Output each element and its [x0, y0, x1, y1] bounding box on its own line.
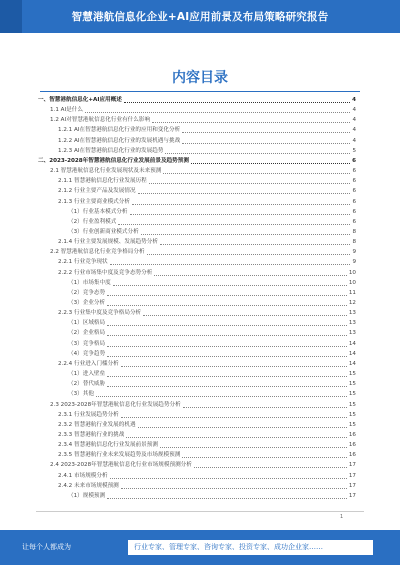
toc-leader-dots	[165, 153, 350, 154]
toc-entry[interactable]	[38, 380, 356, 389]
toc-entry-title: 2.3.5 智慧港航行业未来发展趋势及市场规模预测	[58, 452, 181, 459]
toc-heading: 内容目录	[172, 70, 228, 86]
toc-leader-dots	[182, 132, 350, 133]
toc-entry-page: 11	[348, 289, 356, 296]
toc-entry-page: 17	[348, 462, 356, 469]
toc-entry-page: 9	[352, 249, 356, 256]
toc-entry-page: 15	[348, 401, 356, 408]
toc-leader-dots	[107, 335, 347, 336]
toc-entry-page: 4	[352, 107, 356, 114]
toc-entry-page: 17	[348, 472, 356, 479]
footer-divider	[36, 511, 364, 512]
toc-leader-dots	[138, 193, 351, 194]
toc-entry-title: （1）行业基本模式分析	[68, 208, 128, 215]
toc-leader-dots	[194, 467, 347, 468]
toc-entry[interactable]	[38, 96, 356, 105]
page-marker: 1	[340, 514, 344, 520]
toc-entry[interactable]	[38, 198, 356, 207]
toc-entry-title: 2.1.1 智慧港航信息化行业发展历程	[58, 178, 147, 185]
toc-entry[interactable]	[38, 360, 356, 369]
toc-entry-page: 4	[352, 137, 356, 144]
toc-entry-page: 6	[352, 208, 356, 215]
toc-entry-title: （2）替代威胁	[68, 381, 106, 388]
toc-entry-title: （3）其他	[68, 391, 94, 398]
toc-entry[interactable]	[38, 350, 356, 359]
footer-slogan-right: 行业专家、管理专家、咨询专家、投资专家、成功企业家……	[128, 540, 373, 555]
toc-entry[interactable]	[38, 401, 356, 410]
toc-entry-page: 6	[352, 178, 356, 185]
toc-entry[interactable]	[38, 492, 356, 501]
toc-entry-title: （2）竞争态势	[68, 289, 106, 296]
toc-entry[interactable]	[38, 187, 356, 196]
toc-entry[interactable]	[38, 248, 356, 257]
toc-entry-page: 13	[348, 320, 356, 327]
toc-entry-title: 2.2 智慧港航信息化行业竞争格局分析	[50, 249, 145, 256]
toc-leader-dots	[107, 498, 347, 499]
toc-entry-page: 8	[352, 239, 356, 246]
toc-entry[interactable]	[38, 116, 356, 125]
toc-entry-page: 6	[352, 198, 356, 205]
footer-bar	[0, 530, 400, 565]
toc-entry-title: 一、智慧港航信息化+AI应用概述	[38, 97, 122, 103]
toc-leader-dots	[107, 356, 347, 357]
toc-entry-page: 16	[348, 452, 356, 459]
toc-entry[interactable]	[38, 340, 356, 349]
toc-entry[interactable]	[38, 411, 356, 420]
toc-leader-dots	[147, 254, 351, 255]
toc-entry-title: （3）行业创新商业模式分析	[68, 228, 139, 235]
toc-entry[interactable]	[38, 126, 356, 135]
toc-entry[interactable]	[38, 451, 356, 460]
toc-entry-title: 1.1 AI是什么	[50, 107, 83, 114]
toc-entry-page: 13	[348, 330, 356, 337]
toc-entry-title: （2）企业格局	[68, 330, 106, 337]
toc-entry[interactable]	[38, 218, 356, 227]
toc-leader-dots	[160, 447, 347, 448]
toc-leader-dots	[110, 478, 347, 479]
footer-slogan-left: 让每个人都成为	[22, 543, 71, 551]
toc-leader-dots	[138, 427, 347, 428]
toc-entry-title: （1）进入壁垒	[68, 371, 106, 378]
toc-entry-title: 2.1.3 行业主要商业模式分析	[58, 198, 130, 205]
toc-entry-page: 5	[352, 147, 356, 154]
toc-entry[interactable]	[38, 228, 356, 237]
toc-leader-dots	[107, 346, 347, 347]
toc-entry-title: 1.2 AI对智慧港航信息化行业有什么影响	[50, 117, 151, 124]
toc-entry[interactable]	[38, 431, 356, 440]
toc-entry-title: 1.2.3 AI在智慧港航信息化行业的发展趋势	[58, 147, 164, 154]
toc-entry-page: 14	[348, 350, 356, 357]
toc-entry-title: （3）企业分析	[68, 300, 106, 306]
toc-entry-title: 2.1 智慧港航信息化行业发展现状及未来预测	[50, 168, 162, 175]
toc-leader-dots	[107, 295, 347, 296]
toc-entry-title: 2.1.2 行业主要产品及发展情况	[58, 188, 136, 195]
toc-entry-title: （1）市场集中度	[68, 279, 111, 286]
toc-leader-dots	[126, 437, 347, 438]
toc-leader-dots	[183, 407, 347, 408]
toc-entry[interactable]	[38, 269, 356, 278]
toc-entry-page: 17	[348, 482, 356, 489]
toc-entry-title: （1）区域格局	[68, 320, 106, 327]
toc-entry-title: （4）竞争趋势	[68, 350, 106, 357]
toc-entry[interactable]	[38, 157, 356, 166]
toc-entry-title: 2.2.3 行业集中度及竞争格局分析	[58, 310, 142, 317]
toc-entry[interactable]	[38, 441, 356, 450]
toc-leader-dots	[132, 204, 350, 205]
toc-entry-title: 2.1.4 行业主要发展规模、发展趋势分析	[58, 239, 158, 246]
toc-entry-title: （3）竞争格局	[68, 340, 106, 347]
report-header-bar	[0, 0, 400, 33]
toc-entry-title: 1.2.2 AI在智慧港航信息化行业的发展机遇与挑战	[58, 137, 181, 144]
toc-entry[interactable]	[38, 472, 356, 481]
toc-entry-title: 2.3.2 智慧港航行业发展的机遇	[58, 421, 136, 428]
toc-entry-page: 8	[352, 228, 356, 235]
toc-entry[interactable]	[38, 319, 356, 328]
toc-entry-page: 15	[348, 391, 356, 398]
toc-entry-page: 6	[352, 218, 356, 225]
toc-entry-page: 14	[348, 340, 356, 347]
toc-entry-page: 4	[352, 117, 356, 124]
toc-entry-page: 12	[348, 300, 356, 306]
toc-entry-page: 16	[348, 431, 356, 438]
toc-leader-dots	[121, 488, 347, 489]
toc-leader-dots	[152, 122, 350, 123]
toc-leader-dots	[143, 315, 347, 316]
toc-entry[interactable]	[38, 309, 356, 318]
toc-entry-title: 2.3.3 智慧港航行业的挑战	[58, 431, 125, 438]
toc-entry-page: 15	[348, 381, 356, 388]
toc-entry-title: 2.4.2 未来市场规模预测	[58, 482, 119, 489]
toc-leader-dots	[118, 224, 350, 225]
toc-entry-title: （1）规模预测	[68, 492, 106, 499]
toc-leader-dots	[110, 264, 351, 265]
toc-entry[interactable]	[38, 137, 356, 146]
toc-leader-dots	[107, 376, 347, 377]
toc-entry-title: 2.3.1 行业发展趋势分析	[58, 411, 119, 418]
toc-entry[interactable]	[38, 421, 356, 430]
toc-entry[interactable]	[38, 289, 356, 298]
toc-leader-dots	[154, 275, 347, 276]
toc-entry-title: 2.2.4 行业进入门槛分析	[58, 360, 119, 367]
toc-entry[interactable]	[38, 370, 356, 379]
toc-entry-page: 17	[348, 492, 356, 499]
toc-entry-page: 15	[348, 411, 356, 418]
toc-leader-dots	[96, 396, 347, 397]
toc-entry-title: 二、2023-2028年智慧港航信息化行业发展前景及趋势预测	[38, 157, 189, 164]
toc-entry-page: 10	[348, 279, 356, 286]
toc-entry-page: 15	[348, 371, 356, 378]
report-title: 智慧港航信息化企业+AI应用前景及布局策略研究报告	[71, 11, 329, 23]
toc-entry-title: 1.2.1 AI在智慧港航信息化行业的应用和变化分析	[58, 127, 181, 134]
toc-entry[interactable]	[38, 106, 356, 115]
toc-entry[interactable]	[38, 279, 356, 288]
toc-entry-title: 2.3.4 智慧港航信息化行业发展前景预测	[58, 442, 158, 449]
toc-entry[interactable]	[38, 208, 356, 217]
toc-entry-title: 2.2.2 行业市场集中度及竞争态势分析	[58, 269, 153, 276]
toc-entry[interactable]	[38, 482, 356, 491]
toc-entry[interactable]	[38, 329, 356, 338]
toc-entry-title: 2.2.1 行业竞争现状	[58, 259, 108, 266]
toc-leader-dots	[107, 305, 347, 306]
toc-entry-page: 9	[352, 259, 356, 266]
toc-entry-title: 2.4.1 市场规模分析	[58, 472, 108, 479]
toc-leader-dots	[121, 366, 347, 367]
toc-leader-dots	[124, 102, 350, 103]
toc-entry-page: 16	[348, 442, 356, 449]
toc-leader-dots	[182, 457, 347, 458]
toc-entry-page: 10	[348, 269, 356, 276]
toc-entry-title: （2）行业盈利模式	[68, 218, 117, 225]
toc-leader-dots	[107, 325, 347, 326]
toc-entry-page: 4	[352, 97, 356, 103]
toc-leader-dots	[85, 112, 351, 113]
toc-entry-title: 2.4 2023-2028年智慧港航信息化行业市场规模预测分析	[50, 462, 192, 469]
toc-entry-page: 14	[348, 360, 356, 367]
toc-entry-page: 6	[352, 157, 356, 164]
toc-entry[interactable]	[38, 167, 356, 176]
toc-leader-dots	[163, 173, 350, 174]
toc-divider	[40, 91, 360, 92]
toc-entry[interactable]	[38, 390, 356, 399]
toc-entry-page: 6	[352, 188, 356, 195]
toc-entry[interactable]	[38, 299, 356, 308]
toc-entry-title: 2.3 2023-2028年智慧港航信息化行业发展趋势分析	[50, 401, 181, 408]
toc-entry-page: 13	[348, 310, 356, 317]
toc-entry-page: 15	[348, 421, 356, 428]
toc-entry[interactable]	[38, 147, 356, 156]
toc-leader-dots	[121, 417, 347, 418]
toc-leader-dots	[141, 234, 351, 235]
toc-entry-page: 4	[352, 127, 356, 134]
toc-leader-dots	[182, 143, 350, 144]
toc-leader-dots	[113, 285, 347, 286]
toc-entry[interactable]	[38, 177, 356, 186]
toc-entry[interactable]	[38, 461, 356, 470]
toc-leader-dots	[149, 183, 351, 184]
toc-leader-dots	[160, 244, 351, 245]
toc-leader-dots	[107, 386, 347, 387]
toc-leader-dots	[191, 163, 350, 164]
toc-entry-page: 6	[352, 168, 356, 175]
toc-entry[interactable]	[38, 258, 356, 267]
toc-entry[interactable]	[38, 238, 356, 247]
toc-leader-dots	[130, 214, 351, 215]
